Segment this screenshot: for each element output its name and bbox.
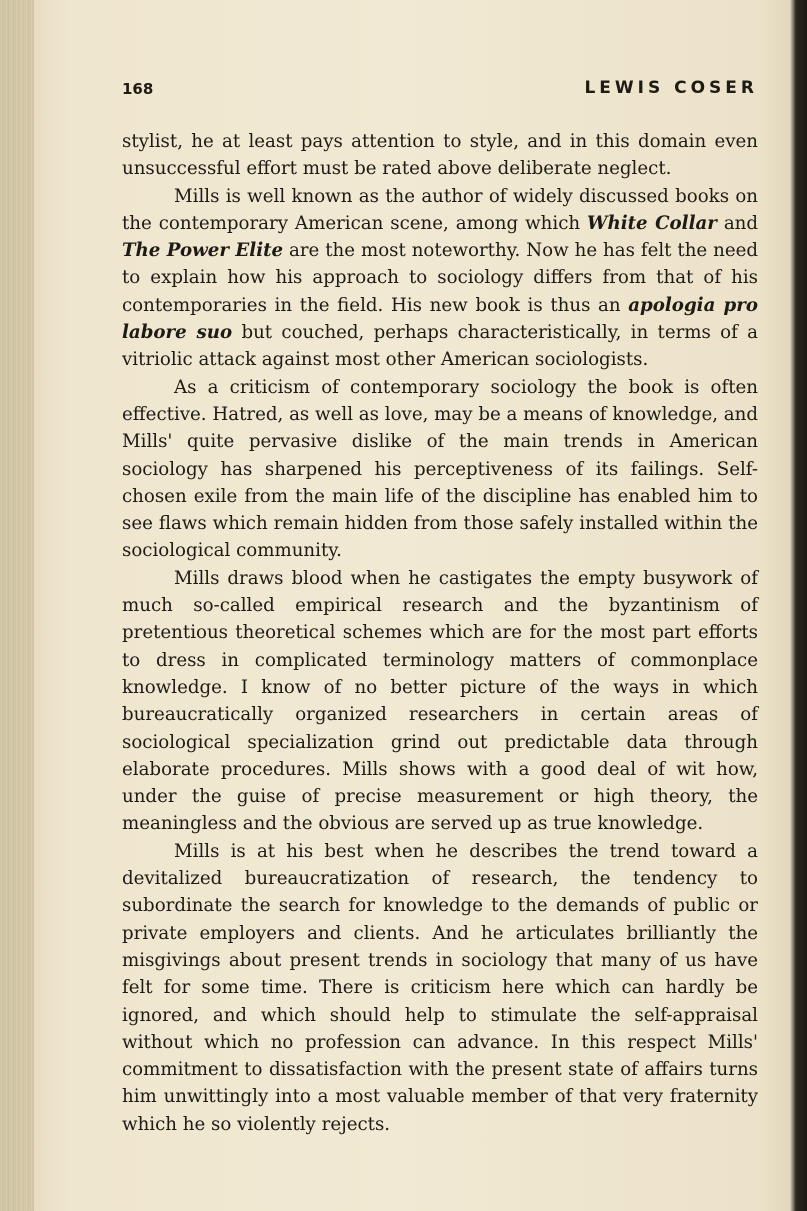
paragraph-3: As a criticism of contemporary sociology the book is often effective. Hatred, as well as love, may be a means of knowledge, and Mills' quite pervasive dislike of the main trends in American sociology has sharpened his perceptiveness of its failings. Self-chosen exile from the main life of the discipline has enabled him to see flaws which remain hidden from those safely installed within the sociological community. <box>122 376 758 562</box>
running-head: LEWIS COSER <box>584 78 758 98</box>
paragraph-2-text-c: are the most noteworthy. Now he has felt the need to explain how his approach to sociology differs from that of his contemporaries in the field. His new book is thus an <box>122 240 758 316</box>
paragraph-2-text-d: but couched, perhaps characteristically, in terms of a vitriolic attack against most other American sociologists. <box>122 322 758 371</box>
paragraph-1: stylist, he at least pays attention to style, and in this domain even unsuccessful effort must be rated above deliberate neglect. <box>122 131 758 180</box>
body-text <box>122 128 758 1138</box>
book-title-power-elite: The Power Elite <box>122 240 284 262</box>
book-title-white-collar: White Collar <box>587 212 717 234</box>
page-header <box>122 80 758 104</box>
paragraph-5: Mills is at his best when he describes the trend toward a devitalized bureaucratization of research, the tendency to subordinate the search for knowledge to the demands of public or private employers and clients. And he articulates brilliantly the misgivings about present trends in sociology that many of us have felt for some time. There is criticism here which can hardly be ignored, and which should help to stimulate the self-appraisal without which no profession can advance. In this respect Mills' commitment to dissatisfaction with the present state of affairs turns him unwittingly into a most valuable member of that very fraternity which he so violently rejects. <box>122 840 758 1135</box>
paragraph-2-text-b: and <box>716 212 759 234</box>
book-spine <box>0 0 34 1211</box>
latin-phrase: apologia pro labore suo <box>122 294 758 344</box>
paragraph-4: Mills draws blood when he castigates the empty busywork of much so-called empirical research and the byzantinism of pretentious theoretical schemes which are for the most part efforts to dress in complicated terminology matters of commonplace knowledge. I know of no better picture of the ways in which bureaucratically organized researchers in certain areas of sociological specialization grind out predictable data through elaborate procedures. Mills shows with a good deal of wit how, under the guise of precise measurement or high theory, the meaningless and the obvious are served up as true knowledge. <box>122 567 758 835</box>
paragraph-2-text-a: Mills is well known as the author of widely discussed books on the contemporary American scene, among which <box>122 185 758 234</box>
paragraph-2 <box>122 183 758 374</box>
page-number: 168 <box>122 80 154 98</box>
